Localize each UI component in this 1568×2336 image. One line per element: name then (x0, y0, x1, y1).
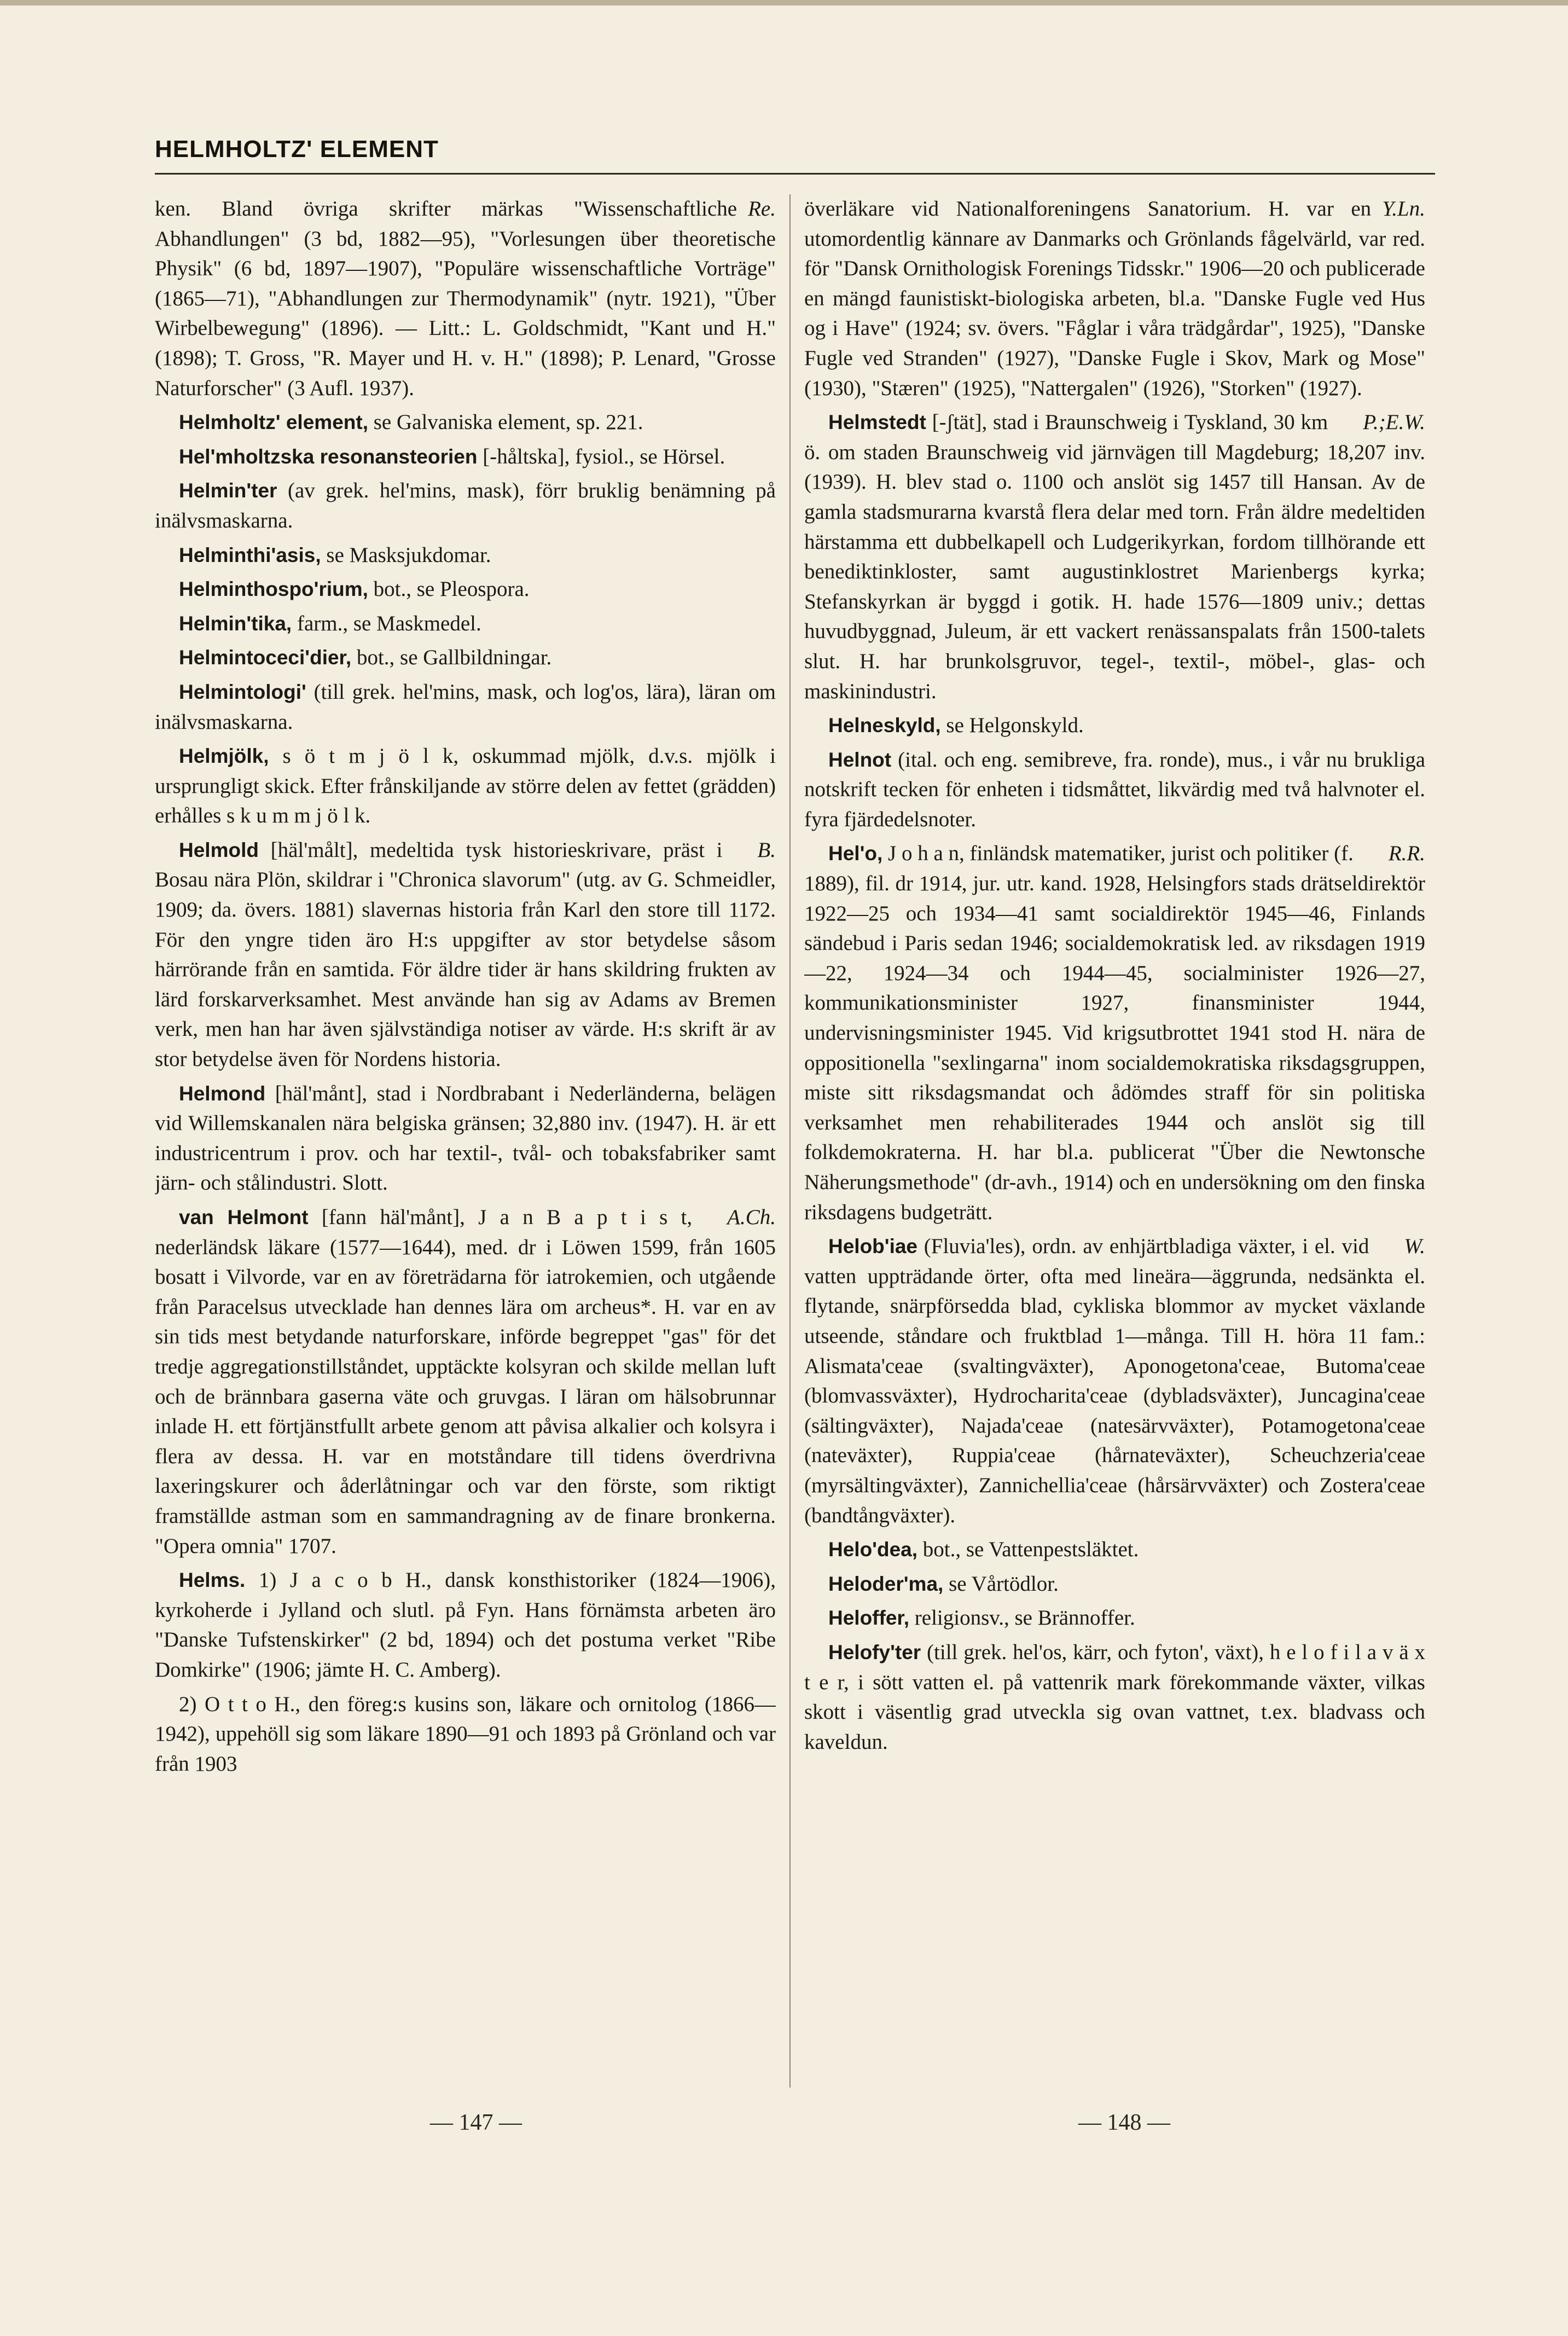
entry-text: se Galvaniska element, sp. 221. (368, 410, 643, 434)
author-signature: P.;E.W. (1363, 410, 1425, 434)
entry-text: (av grek. hel'mins, mask), förr bruklig benämning på inälvsmaskarna. (155, 479, 776, 532)
entry-text: [-ʃtät], stad i Braunschweig i Tyskland, 30 km ö. om staden Braunschweig vid järnvägen till Magdeburg; 18,207 inv. (1939). H. blev stad o. 1100 och anslöt sig 1457 till Hansan. Av de gamla stadsmurarna kvarstå flera delar med torn. Från äldre medeltiden härstamma ett dubbelkapell och Ludgerikyrkan, fordom tillhörande ett benediktinkloster, samt augustinklostret Marienbergs kyrka; Stefanskyrkan är byggd i gotik. H. hade 1576—1809 univ.; dettas huvudbyggnad, Juleum, är ett vackert renässanspalats från 1500-talets slut. H. har brunkolsgruvor, tegel-, textil-, möbel-, glas- och maskinindustri. (804, 410, 1425, 703)
entry-text: farm., se Maskmedel. (292, 611, 481, 635)
entry-text: (Fluvia'les), ordn. av enhjärtbladiga växter, i el. vid vatten uppträdande örter, ofta med lineära—äggrunda, nedsänkta el. flytande, snärpförsedda blad, cykliska blommor av mycket växlande utseende, ståndare och fruktblad 1—många. Till H. höra 11 fam.: Alismata'ceae (svaltingväxter), Aponogetona'ceae, Butoma'ceae (blomvassväxter), Hydrocharita'ceae (dybladsväxter), Juncagina'ceae (sältingväxter), Najada'ceae (natesärvväxter), Potamogetona'ceae (nateväxter), Ruppia'ceae (hårnateväxter), Scheuchzeria'ceae (myrsältingväxter), Zannichellia'ceae (hårsärvväxter) och Zostera'ceae (bandtångväxter). (804, 1234, 1425, 1527)
entry-helminthosporium (155, 575, 776, 605)
headword: Helmintoceci'dier, (179, 646, 352, 669)
headword: Helob'iae (828, 1235, 918, 1258)
entry-helms-2-cont (804, 194, 1425, 403)
entry-helmjolk (155, 741, 776, 831)
entry-text: ken. Bland övriga skrifter märkas "Wissenschaftliche Abhandlungen" (3 bd, 1882—95), "Vorlesungen über theoretische Physik" (6 bd, 1897—1907), "Populäre wissenschaftliche Vorträge" (1865—71), "Abhandlungen zur Thermodynamik" (nytr. 1921), "Über Wirbelbewegung" (1896). — Litt.: L. Goldschmidt, "Kant und H." (1898); T. Gross, "R. Mayer und H. v. H." (1898); P. Lenard, "Grosse Naturforscher" (3 Aufl. 1937). (155, 197, 776, 400)
entry-text: 2) O t t o H., den föreg:s kusins son, läkare och ornitolog (1866—1942), uppehöll sig som läkare 1890—91 och 1893 på Grönland och var från 1903 (155, 1692, 776, 1776)
entry-van-helmont (155, 1203, 776, 1561)
entry-helobiae (804, 1232, 1425, 1531)
headword: Heloder'ma, (828, 1572, 944, 1595)
entry-helnot (804, 745, 1425, 835)
author-signature: R.R. (1388, 842, 1425, 866)
entry-text: J o h a n, finländsk matematiker, jurist och politiker (f. 1889), fil. dr 1914, jur. utr. kand. 1928, Helsingfors stads drätseldirektör 1922—25 och 1934—41 samt socialdirektör 1945—46, Finlands sändebud i Paris sedan 1946; socialdemokratisk led. av riksdagen 1919—22, 1924—34 och 1944—45, socialminister 1926—27, kommunikationsminister 1927, finansminister 1944, undervisningsminister 1945. Vid krigsutbrottet 1941 stod H. nära de oppositionella "sexlingarna" inom socialdemokratiska riksdagsgruppen, miste sitt riksdagsmandat och ådömdes straff för sin politiska verksamhet men rehabiliterades 1944 och anslöt sig till folkdemokraterna. H. har bl.a. publicerat "Über die Newtonsche Näherungsmethode" (dr-avh., 1914) och en undersökning om den finska riksdagens budgeträtt. (804, 842, 1425, 1224)
entry-text: bot., se Vattenpestsläktet. (917, 1538, 1139, 1562)
entry-helmholtz-element (155, 408, 776, 438)
headword: Helofy'ter (828, 1641, 921, 1663)
page-number-right: — 148 — (1078, 2110, 1170, 2135)
author-signature: Re. (748, 197, 776, 221)
entry-helminter (155, 476, 776, 536)
column-divider (789, 194, 791, 2088)
headword: van Helmont (179, 1206, 309, 1228)
page-number-left: — 147 — (430, 2110, 522, 2135)
entry-text: bot., se Pleospora. (368, 577, 530, 601)
left-column (155, 194, 776, 2088)
headword: Helmond (179, 1082, 266, 1105)
entry-text: se Helgonskyld. (940, 714, 1084, 738)
entry-helminthiasis (155, 541, 776, 571)
headword: Helmstedt (828, 411, 926, 434)
entry-helmintocecidier (155, 643, 776, 673)
entry-text: religionsv., se Brännoffer. (909, 1606, 1135, 1630)
headword: Helo'dea, (828, 1538, 918, 1561)
entry-text: s ö t m j ö l k, oskummad mjölk, d.v.s. mjölk i ursprungligt skick. Efter frånskiljande av större delen av fettet (grädden) erhålles s k u m m j ö l k. (155, 744, 776, 828)
headword: Helms. (179, 1569, 246, 1592)
entry-helms-1 (155, 1566, 776, 1685)
author-signature: Y.Ln. (1382, 197, 1425, 221)
author-signature: A.Ch. (727, 1205, 776, 1229)
entry-text: 1) J a c o b H., dansk konsthistoriker (1824—1906), kyrkoherde i Jylland och slutl. på Fyn. Hans förnämsta arbeten äro "Danske Tufstenskirker" (2 bd, 1894) och det postuma verket "Ribe Domkirke" (1906; jämte H. C. Amberg). (155, 1568, 776, 1682)
page-top-edge (0, 0, 1568, 5)
entry-helo (804, 839, 1425, 1227)
entry-text: (ital. och eng. semibreve, fra. ronde), mus., i vår nu brukliga notskrift tecken för enheten i tidsmåttet, likvärdig med två halvnoter el. fyra fjärdedelsnoter. (804, 747, 1425, 831)
author-signature: W. (1404, 1234, 1425, 1259)
entry-text: överläkare vid Nationalforeningens Sanatorium. H. var en utomordentlig kännare av Danmarks och Grönlands fågelvärld, var red. för "Dansk Ornithologisk Forenings Tidsskr." 1906—20 och publicerade en mängd faunistiskt-biologiska arbeten, bl.a. "Danske Fugle ved Hus og i Have" (1924; sv. övers. "Fåglar i våra trädgårdar", 1925), "Danske Fugle ved Stranden" (1927), "Danske Fugle i Skov, Mark og Mose" (1930), "Stæren" (1925), "Nattergalen" (1926), "Storken" (1927). (804, 197, 1425, 400)
headword: Helmin'ter (179, 479, 277, 502)
entry-helofyter (804, 1638, 1425, 1757)
entry-heloffer (804, 1603, 1425, 1633)
entry-text: se Masksjukdomar. (321, 543, 491, 567)
author-signature: B. (757, 838, 776, 862)
headword: Helminthi'asis, (179, 543, 321, 566)
entry-text: [häl'månt], stad i Nordbrabant i Nederländerna, belägen vid Willemskanalen nära belgiska gränsen; 32,880 inv. (1947). H. är ett industricentrum i prov. och har textil-, tvål- och tobaksfabriker samt järn- och stålindustri. Slott. (155, 1081, 776, 1195)
entry-helms-2 (155, 1690, 776, 1779)
headword: Helminthospo'rium, (179, 578, 368, 601)
entry-text: se Vårtödlor. (943, 1572, 1059, 1596)
entry-text: [-håltska], fysiol., se Hörsel. (477, 444, 725, 468)
right-column (804, 194, 1425, 2088)
header-rule (155, 173, 1435, 175)
headword: Hel'mholtzska resonansteorien (179, 445, 478, 468)
headword: Helmintologi' (179, 680, 306, 703)
running-head: HELMHOLTZ' ELEMENT (155, 136, 439, 163)
headword: Helmholtz' element, (179, 411, 368, 434)
headword: Helmjölk, (179, 745, 269, 768)
entry-helmold (155, 836, 776, 1075)
headword: Heloffer, (828, 1607, 910, 1630)
entry-text: (till grek. hel'os, kärr, och fyton', växt), h e l o f i l a v ä x t e r, i sött vatten el. på vattenrik mark förekommande växter, vilkas skott i väsentlig grad utveckla sig ovan vattnet, t.ex. bladvass och kaveldun. (804, 1640, 1425, 1754)
headword: Hel'o, (828, 842, 883, 865)
entry-text: (till grek. hel'mins, mask, och log'os, lära), läran om inälvsmaskarna. (155, 680, 776, 734)
headword: Helnot (828, 748, 892, 771)
entry-text: [fann häl'månt], J a n B a p t i s t, nederländsk läkare (1577—1644), med. dr i Löwen 1599, från 1605 bosatt i Vilvorde, var en av företrädarna för iatrokemien, och utgående från Paracelsus utvecklade han dennes lära om archeus*. H. var en av sin tids mest betydande naturforskare, införde begreppet "gas" för det tredje aggregationstillståndet, upptäckte kolsyran och skilde mellan luft och de brännbara gaserna väte och gruvgas. I läran om hälsobrunnar inlade H. ett förtjänstfullt arbete genom att påvisa alkalier och kolsyra i flera av dessa. H. var en motståndare till tidens överdrivna laxeringskurer och åderlåtningar och var den förste, som riktigt framställde astman som en sammandragning av de finare bronkerna. "Opera omnia" 1707. (155, 1205, 776, 1558)
entry-helmond (155, 1079, 776, 1198)
entry-helneskyld (804, 711, 1425, 741)
headword: Helmin'tika, (179, 612, 292, 635)
entry-heloderma (804, 1569, 1425, 1599)
entry-helmstedt (804, 408, 1425, 706)
entry-text: bot., se Gallbildningar. (351, 646, 552, 670)
headword: Helmold (179, 838, 259, 861)
entry-helodea (804, 1535, 1425, 1565)
entry-helmholtz-cont (155, 194, 776, 403)
entry-helmintika (155, 609, 776, 639)
entry-text: [häl'målt], medeltida tysk historieskrivare, präst i Bosau nära Plön, skildrar i "Chronica slavorum" (utg. av G. Schmeidler, 1909; da. övers. 1881) slavernas historia från Karl den store till 1172. För den yngre tiden äro H:s uppgifter av stor betydelse såsom härrörande från en samtida. För äldre tider är hans skildring frukten av lärd forskarverksamhet. Mest använde han sig av Adams av Bremen verk, men han har även självständiga notiser av värde. H:s skrift är av stor betydelse även för Nordens historia. (155, 838, 776, 1071)
entry-helmintologi (155, 677, 776, 737)
entry-helmholtzska-resonansteorien (155, 442, 776, 472)
headword: Helneskyld, (828, 714, 941, 737)
